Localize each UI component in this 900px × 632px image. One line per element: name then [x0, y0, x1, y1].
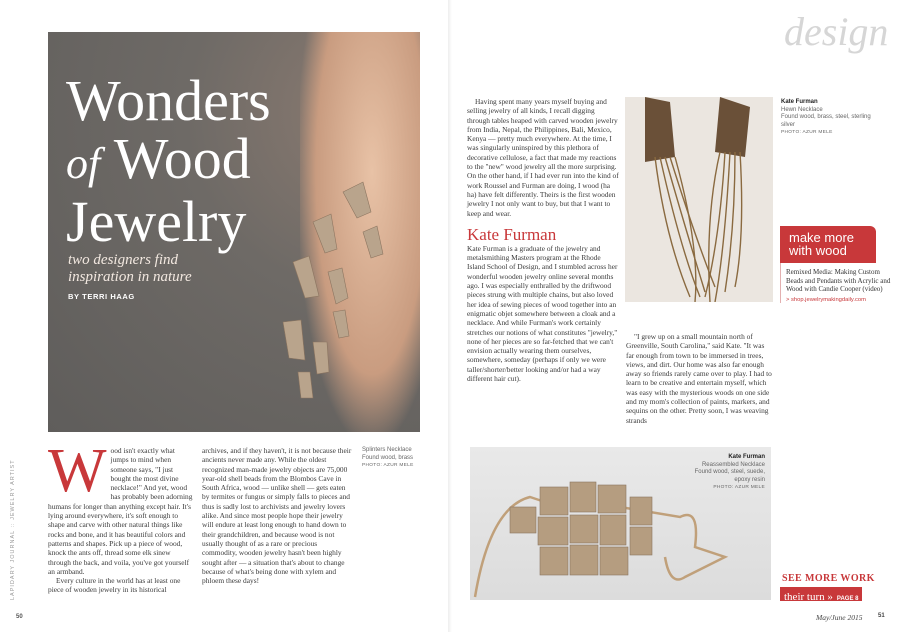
caption-materials: Found wood, brass, steel, sterling silver [781, 114, 871, 128]
right-column-1 [467, 97, 619, 383]
paragraph: Kate Furman is a graduate of the jewelry and metalsmithing Masters program at the Rhode Island School of Design, and I stumbled across her wonderful wooden jewelry online several months ago. I was especially enthralled by the driftwood pieces strung with multiple chains, but also loved her idea of sewing pieces of wood together into an enigmatic objet somewhere between a cloak and a necklace. And while Furman's work certainly stretches our notions of what constitutes "jewelry," none of her pieces are so far-fetched that we can't envision actually wearing them ourselves, somewhere, someday (perhaps if only we were taller/shorter/better looking and/or had a way different hair cut). [467, 243, 618, 384]
promo-text: Remixed Media: Making Custom Beads and Pendants with Acrylic and Wood with Candie Cooper (video) [786, 268, 891, 293]
caption-photo-credit: PHOTO: AZUR MELE [713, 485, 765, 490]
caption-title: Splinters Necklace [362, 447, 412, 453]
section-heading-kate-furman: Kate Furman [467, 224, 557, 244]
page-number-left: 50 [16, 614, 23, 620]
subtitle-line-1: two designers find [68, 252, 179, 268]
promo-heading: make more with wood [780, 226, 876, 263]
caption-title: Hewn Necklace [781, 106, 823, 113]
caption-photo-credit: PHOTO: AZUR MELE [362, 463, 414, 468]
their-turn-link[interactable] [780, 587, 862, 601]
byline: BY TERRI HAAG [68, 292, 135, 301]
caption-splinters [362, 447, 442, 470]
hewn-necklace-image [625, 97, 773, 302]
caption-reassembled [690, 454, 765, 492]
paragraph: Every culture in the world has at least one piece of wooden jewelry in its historical [48, 576, 181, 595]
paragraph: "I grew up on a small mountain north of Greenville, South Carolina," said Kate. "It was far enough from town to be immersed in trees, views, and dirt. Our home was also far enough away so friends rarely came over to play. I had to learn to be creative and entertain myself, which was easy with the mysterious woods on one side and my mom's collection of paints, markers, and sequins on the other. Pretty soon, I was weaving strands [626, 332, 772, 425]
see-more-work-heading: SEE MORE WORK [782, 573, 875, 584]
their-turn-label: their turn » [784, 591, 833, 603]
caption-materials: Found wood, brass [362, 454, 414, 461]
promo-box [780, 263, 892, 303]
page-gutter [448, 0, 452, 632]
article-title [66, 68, 271, 254]
caption-photo-credit: PHOTO: AZUR MELE [781, 130, 833, 135]
caption-title: Reassembled Necklace [701, 461, 765, 468]
title-wood: Wood [113, 126, 251, 191]
section-label: design [784, 9, 889, 54]
hero-photo [48, 32, 420, 432]
caption-hewn [781, 99, 876, 137]
paragraph: ood isn't exactly what jumps to mind when someone says, "I just bought the most divine necklace!" And yet, wood has probably been adorning humans for longer than anything except hair. It's lying around everywhere, it's soft enough to shape and carve with other natural things like rocks and bone, and it has beautiful colors and patterns and shapes. Pick up a piece of wood, knock the ants off, thread some elk sinew through the back, and voila, you've got yourself an armband. [48, 446, 193, 576]
hewn-necklace-photo [625, 97, 773, 302]
caption-materials: Found wood, steel, suede, epoxy resin [694, 469, 765, 483]
magazine-side-title: LAPIDARY JOURNAL :: JEWELRY ARTIST [10, 459, 16, 600]
title-of: of [66, 139, 101, 188]
caption-artist: Kate Furman [781, 99, 818, 105]
left-column-2 [202, 446, 352, 585]
title-line-3: Jewelry [66, 189, 247, 254]
caption-artist: Kate Furman [728, 454, 765, 460]
subtitle-line-2: inspiration in nature [68, 269, 192, 285]
drop-cap: W [48, 437, 107, 505]
page-number-right: 51 [878, 613, 885, 619]
their-turn-page: PAGE 8 [836, 596, 859, 602]
promo-link[interactable]: > shop.jewelrymakingdaily.com [786, 296, 866, 303]
paragraph: archives, and if they haven't, it is not because their ancients never made any. While the oldest recognized man-made jewelry objects are 75,000 year-old shell beads from the Blombos Cave in South Africa, wood — unlike shell — gets eaten by termites or fungus or simply falls to pieces and thus is sadly lost to archivists and jewelry lovers alike. And since most people hope their jewelry will endure at least long enough to hand down to their grandchildren, and because wood is not usually thought of as a rare or precious commodity, wooden jewelry hasn't been highly sought after — a situation that's about to change because of what's being done with xylem and phloem these days! [202, 446, 352, 586]
title-line-1: Wonders [66, 68, 271, 133]
paragraph: Having spent many years myself buying and selling jewelry of all kinds, I recall digging through tables heaped with carved wooden jewelry from India, Nepal, the Philippines, Bali, Mexico, Kenya — pretty much everywhere. At the time, I was singularly uninspired by this plethora of decorative cellulose, a fact that made my reactions to the "new" wood jewelry all the more surprising. On the other hand, if I had ever run into the kind of work Roussel and Furman are doing, I wood (ha ha) have felt differently. Theirs is the first wooden jewelry I not only want to buy, but that I want to keep and wear. [467, 97, 619, 218]
issue-date: May/June 2015 [816, 613, 863, 622]
article-subtitle [68, 252, 192, 286]
splinters-necklace-image [273, 172, 420, 412]
right-column-2 [626, 332, 774, 425]
left-column-1 [48, 437, 194, 595]
